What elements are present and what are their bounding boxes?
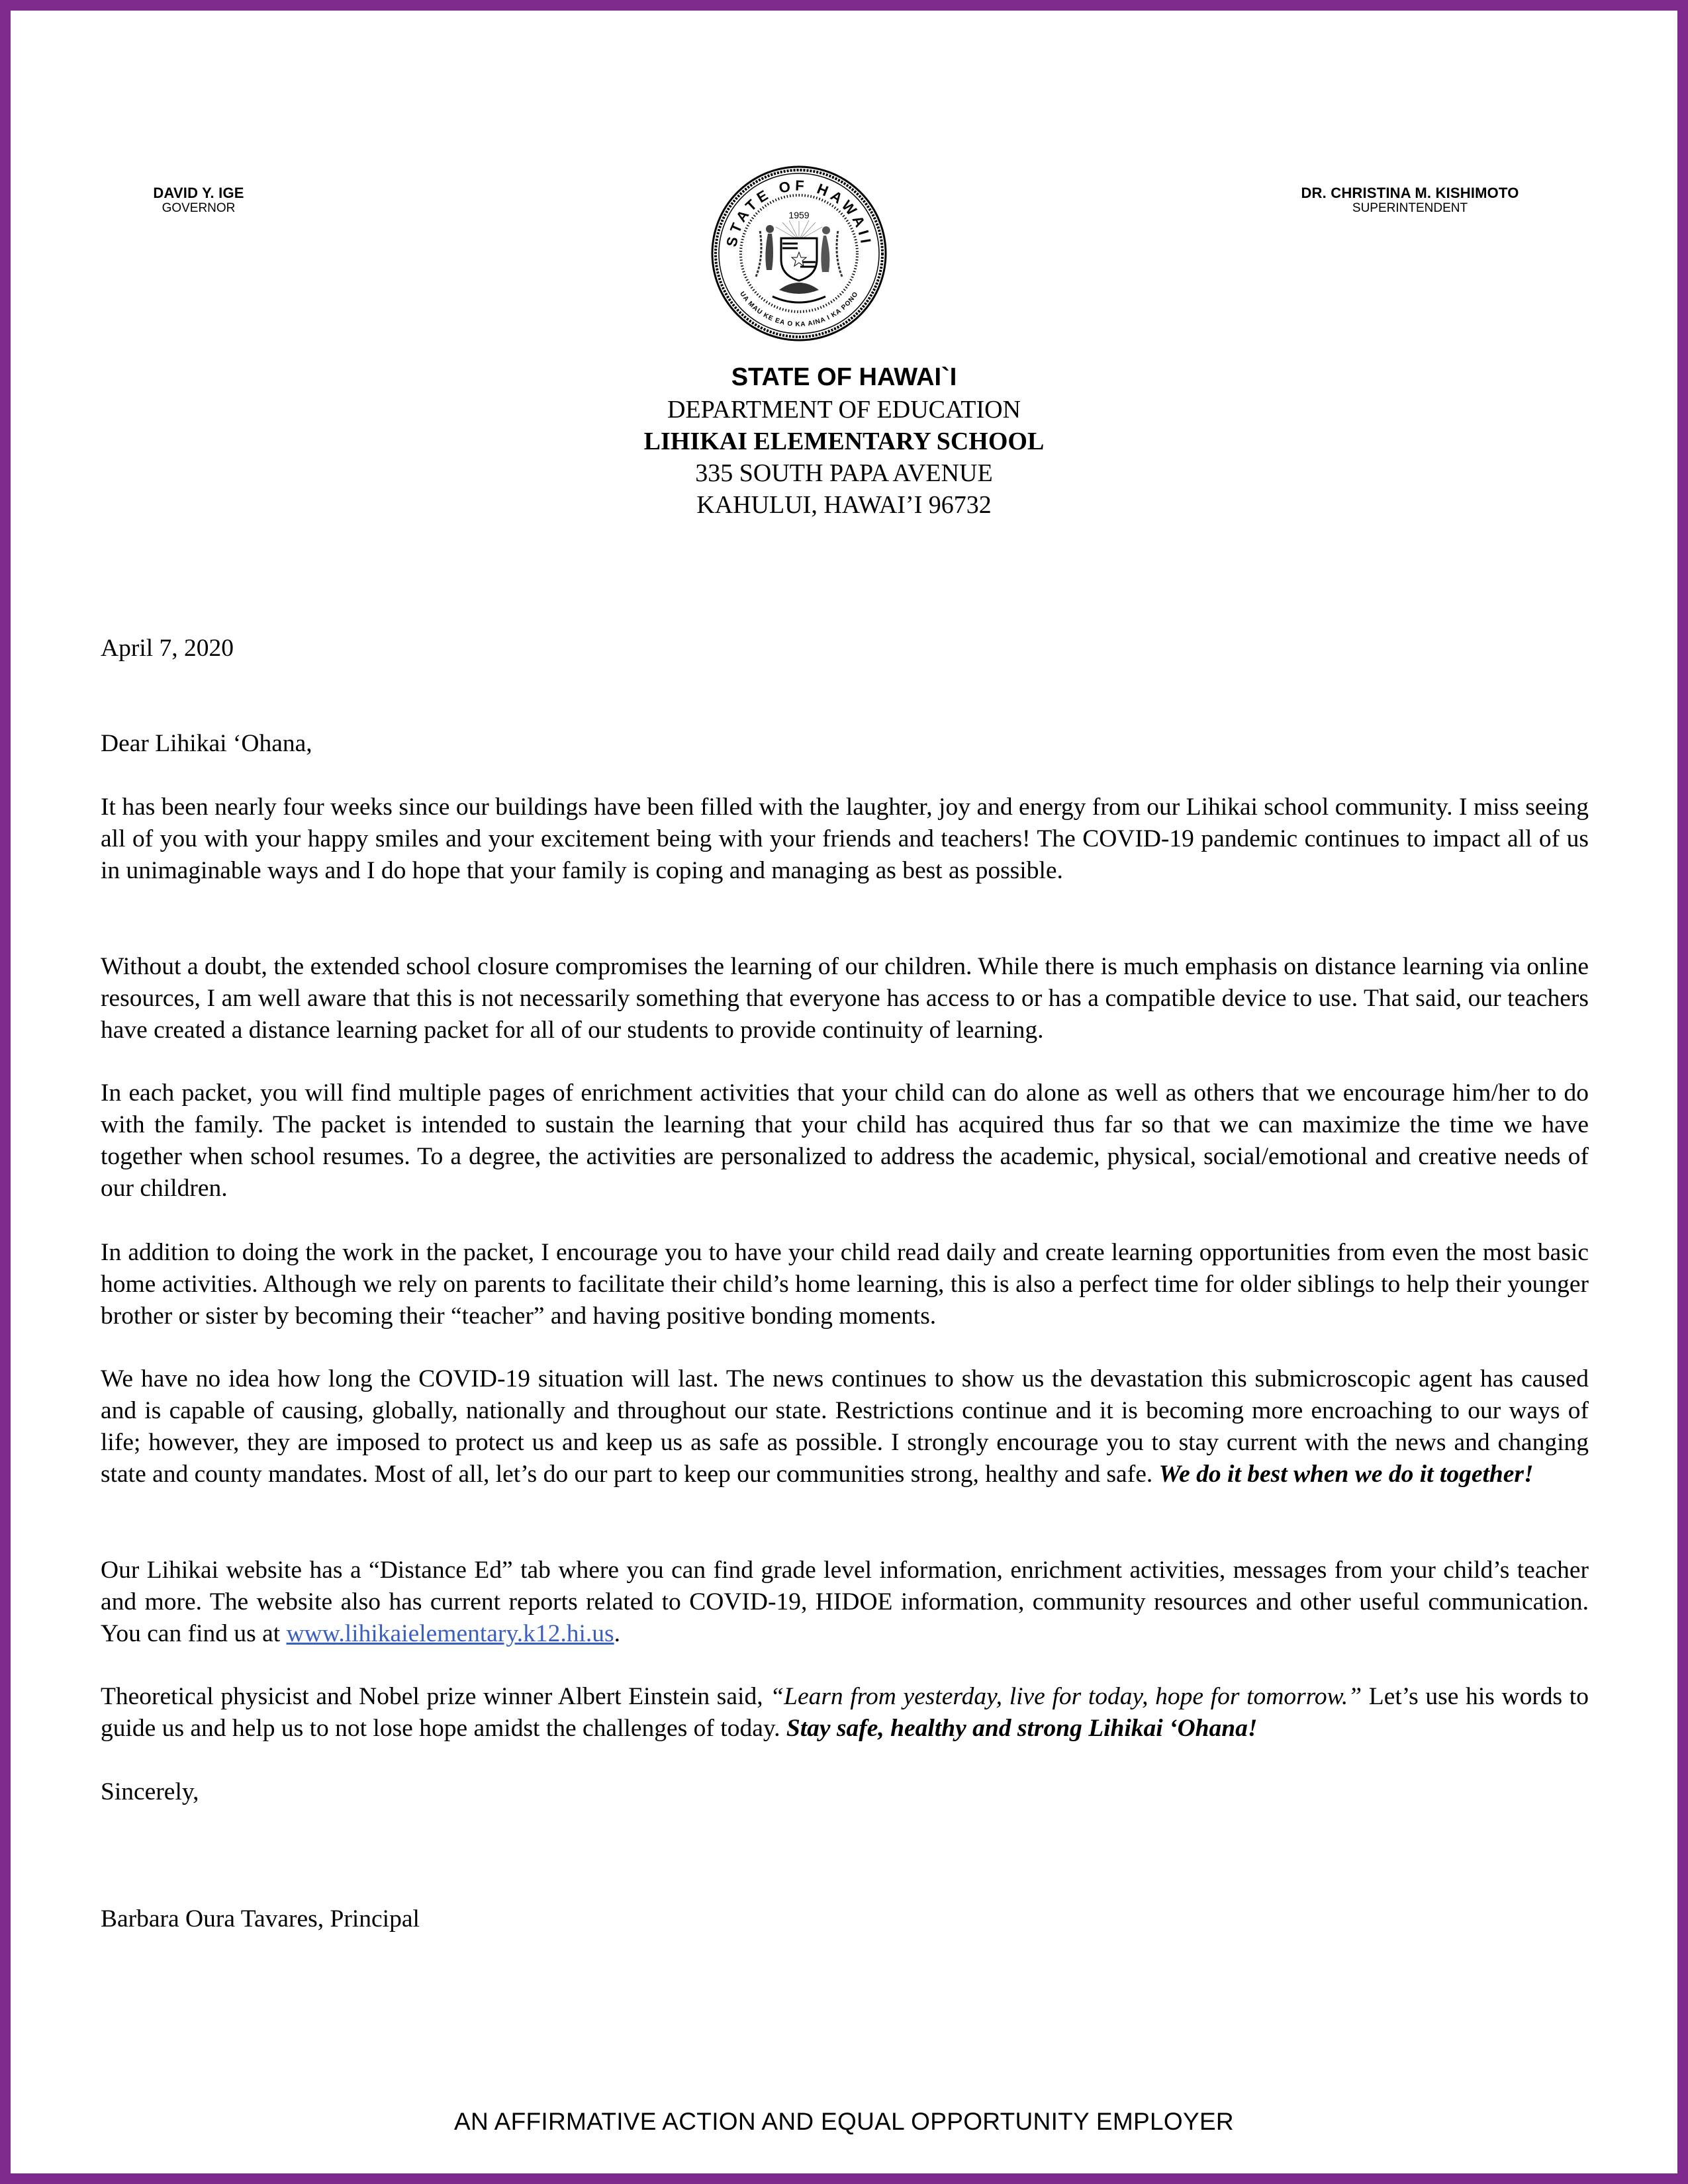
letterhead-state: STATE OF HAWAI`I <box>731 363 957 391</box>
letterhead-city: KAHULUI, HAWAI’I 96732 <box>696 491 992 519</box>
paragraph-text: In addition to doing the work in the packet, I encourage you to have your child read daily and create learning opportunities from even the most basic home activities. Although we rely on parents to facilitate their child’s home learning, this is also a perfect time for older siblings to help their younger brother or sister by becoming their “teacher” and having positive bonding moments. <box>101 1239 1589 1330</box>
letter-date <box>101 633 1589 664</box>
letterhead <box>0 361 1688 521</box>
superintendent-name: DR. CHRISTINA M. KISHIMOTO <box>1301 185 1519 201</box>
letterhead-street: 335 SOUTH PAPA AVENUE <box>695 459 993 487</box>
paragraph-text: It has been nearly four weeks since our buildings have been filled with the laughter, joy and energy from our Lihikai school community. I miss seeing all of you with your happy smiles and your excitement being with your friends and teachers! The COVID-19 pandemic continues to impact all of us in unimaginable ways and I do hope that your family is coping and managing as best as possible. <box>101 794 1589 884</box>
superintendent-title: SUPERINTENDENT <box>1352 201 1468 215</box>
svg-text:STATE OF HAWAII: STATE OF HAWAII <box>723 177 875 248</box>
salutation-text: Dear Lihikai ‘Ohana, <box>101 730 312 757</box>
paragraph-4 <box>101 1237 1589 1332</box>
paragraph-text <box>101 1681 1589 1745</box>
paragraph-2 <box>101 951 1589 1046</box>
paragraph-5-body: We have no idea how long the COVID-19 situation will last. The news continues to show us the devastation this submicroscopic agent has caused and is capable of causing, globally, nationally and throughout our state. Restrictions continue and it is becoming more encroaching to our ways of life; however, they are imposed to protect us and keep us as safe as possible. I strongly encourage you to stay current with the news and changing state and county mandates. Most of all, let’s do our part to keep our communities strong, healthy and safe. <box>101 1365 1589 1488</box>
paragraph-6-body: Our Lihikai website has a “Distance Ed” tab where you can find grade level information, enrichment activities, messages from your child’s teacher and more. The website also has current reports related to COVID-19, HIDOE information, community resources and other useful communication. You can find us at <box>101 1557 1589 1647</box>
paragraph-6-end: . <box>614 1620 620 1647</box>
einstein-quote: “Learn from yesterday, live for today, hope for tomorrow.” <box>770 1683 1362 1710</box>
governor-title: GOVERNOR <box>162 201 236 215</box>
signature <box>101 1903 1589 1935</box>
svg-text:UA MAU KE EA O KA AINA I KA PO: UA MAU KE EA O KA AINA I KA PONO <box>738 290 860 329</box>
salutation <box>101 728 1589 760</box>
state-seal-icon <box>710 164 888 343</box>
paragraph-text: In each packet, you will find multiple pages of enrichment activities that your child can do alone as well as others that we encourage him/her to do with the family. The packet is intended to sustain the learning that your child has acquired thus far so that we can maximize the time we have together when school resumes. To a degree, the activities are personalized to address the academic, physical, social/emotional and creative needs of our children. <box>101 1079 1589 1202</box>
governor-name: DAVID Y. IGE <box>153 185 244 201</box>
paragraph-3 <box>101 1077 1589 1205</box>
letterhead-department: DEPARTMENT OF EDUCATION <box>667 396 1021 424</box>
closing-text: Sincerely, <box>101 1778 199 1805</box>
paragraph-7-body: Theoretical physicist and Nobel prize winner Albert Einstein said, <box>101 1683 771 1710</box>
paragraph-text <box>101 1363 1589 1490</box>
governor-block <box>106 185 291 215</box>
paragraph-text: Without a doubt, the extended school closure compromises the learning of our children. While there is much emphasis on distance learning via online resources, I am well aware that this is not necessarily something that everyone has access to or has a compatible device to use. That said, our teachers have created a distance learning packet for all of our students to provide continuity of learning. <box>101 953 1589 1044</box>
paragraph-text <box>101 1555 1589 1650</box>
school-website-link[interactable]: www.lihikaielementary.k12.hi.us <box>286 1620 614 1647</box>
paragraph-1 <box>101 792 1589 887</box>
signature-text: Barbara Oura Tavares, Principal <box>101 1905 420 1933</box>
emphasis-together: We do it best when we do it together! <box>1158 1461 1534 1488</box>
superintendent-block <box>1251 185 1569 215</box>
svg-text:1959: 1959 <box>788 210 810 220</box>
paragraph-6 <box>101 1555 1589 1650</box>
date-text: April 7, 2020 <box>101 635 234 662</box>
paragraph-7-mid: Let’s use his words to guide us and help us to not lose hope amidst the challenges of today. <box>101 1683 1589 1742</box>
paragraph-7 <box>101 1681 1589 1745</box>
footer-eeo-statement: AN AFFIRMATIVE ACTION AND EQUAL OPPORTUNITY EMPLOYER <box>454 2108 1234 2135</box>
letterhead-school: LIHIKAI ELEMENTARY SCHOOL <box>643 428 1045 455</box>
emphasis-stay-safe: Stay safe, healthy and strong Lihikai ‘Ohana! <box>786 1715 1258 1742</box>
paragraph-5 <box>101 1363 1589 1490</box>
closing <box>101 1776 1589 1808</box>
